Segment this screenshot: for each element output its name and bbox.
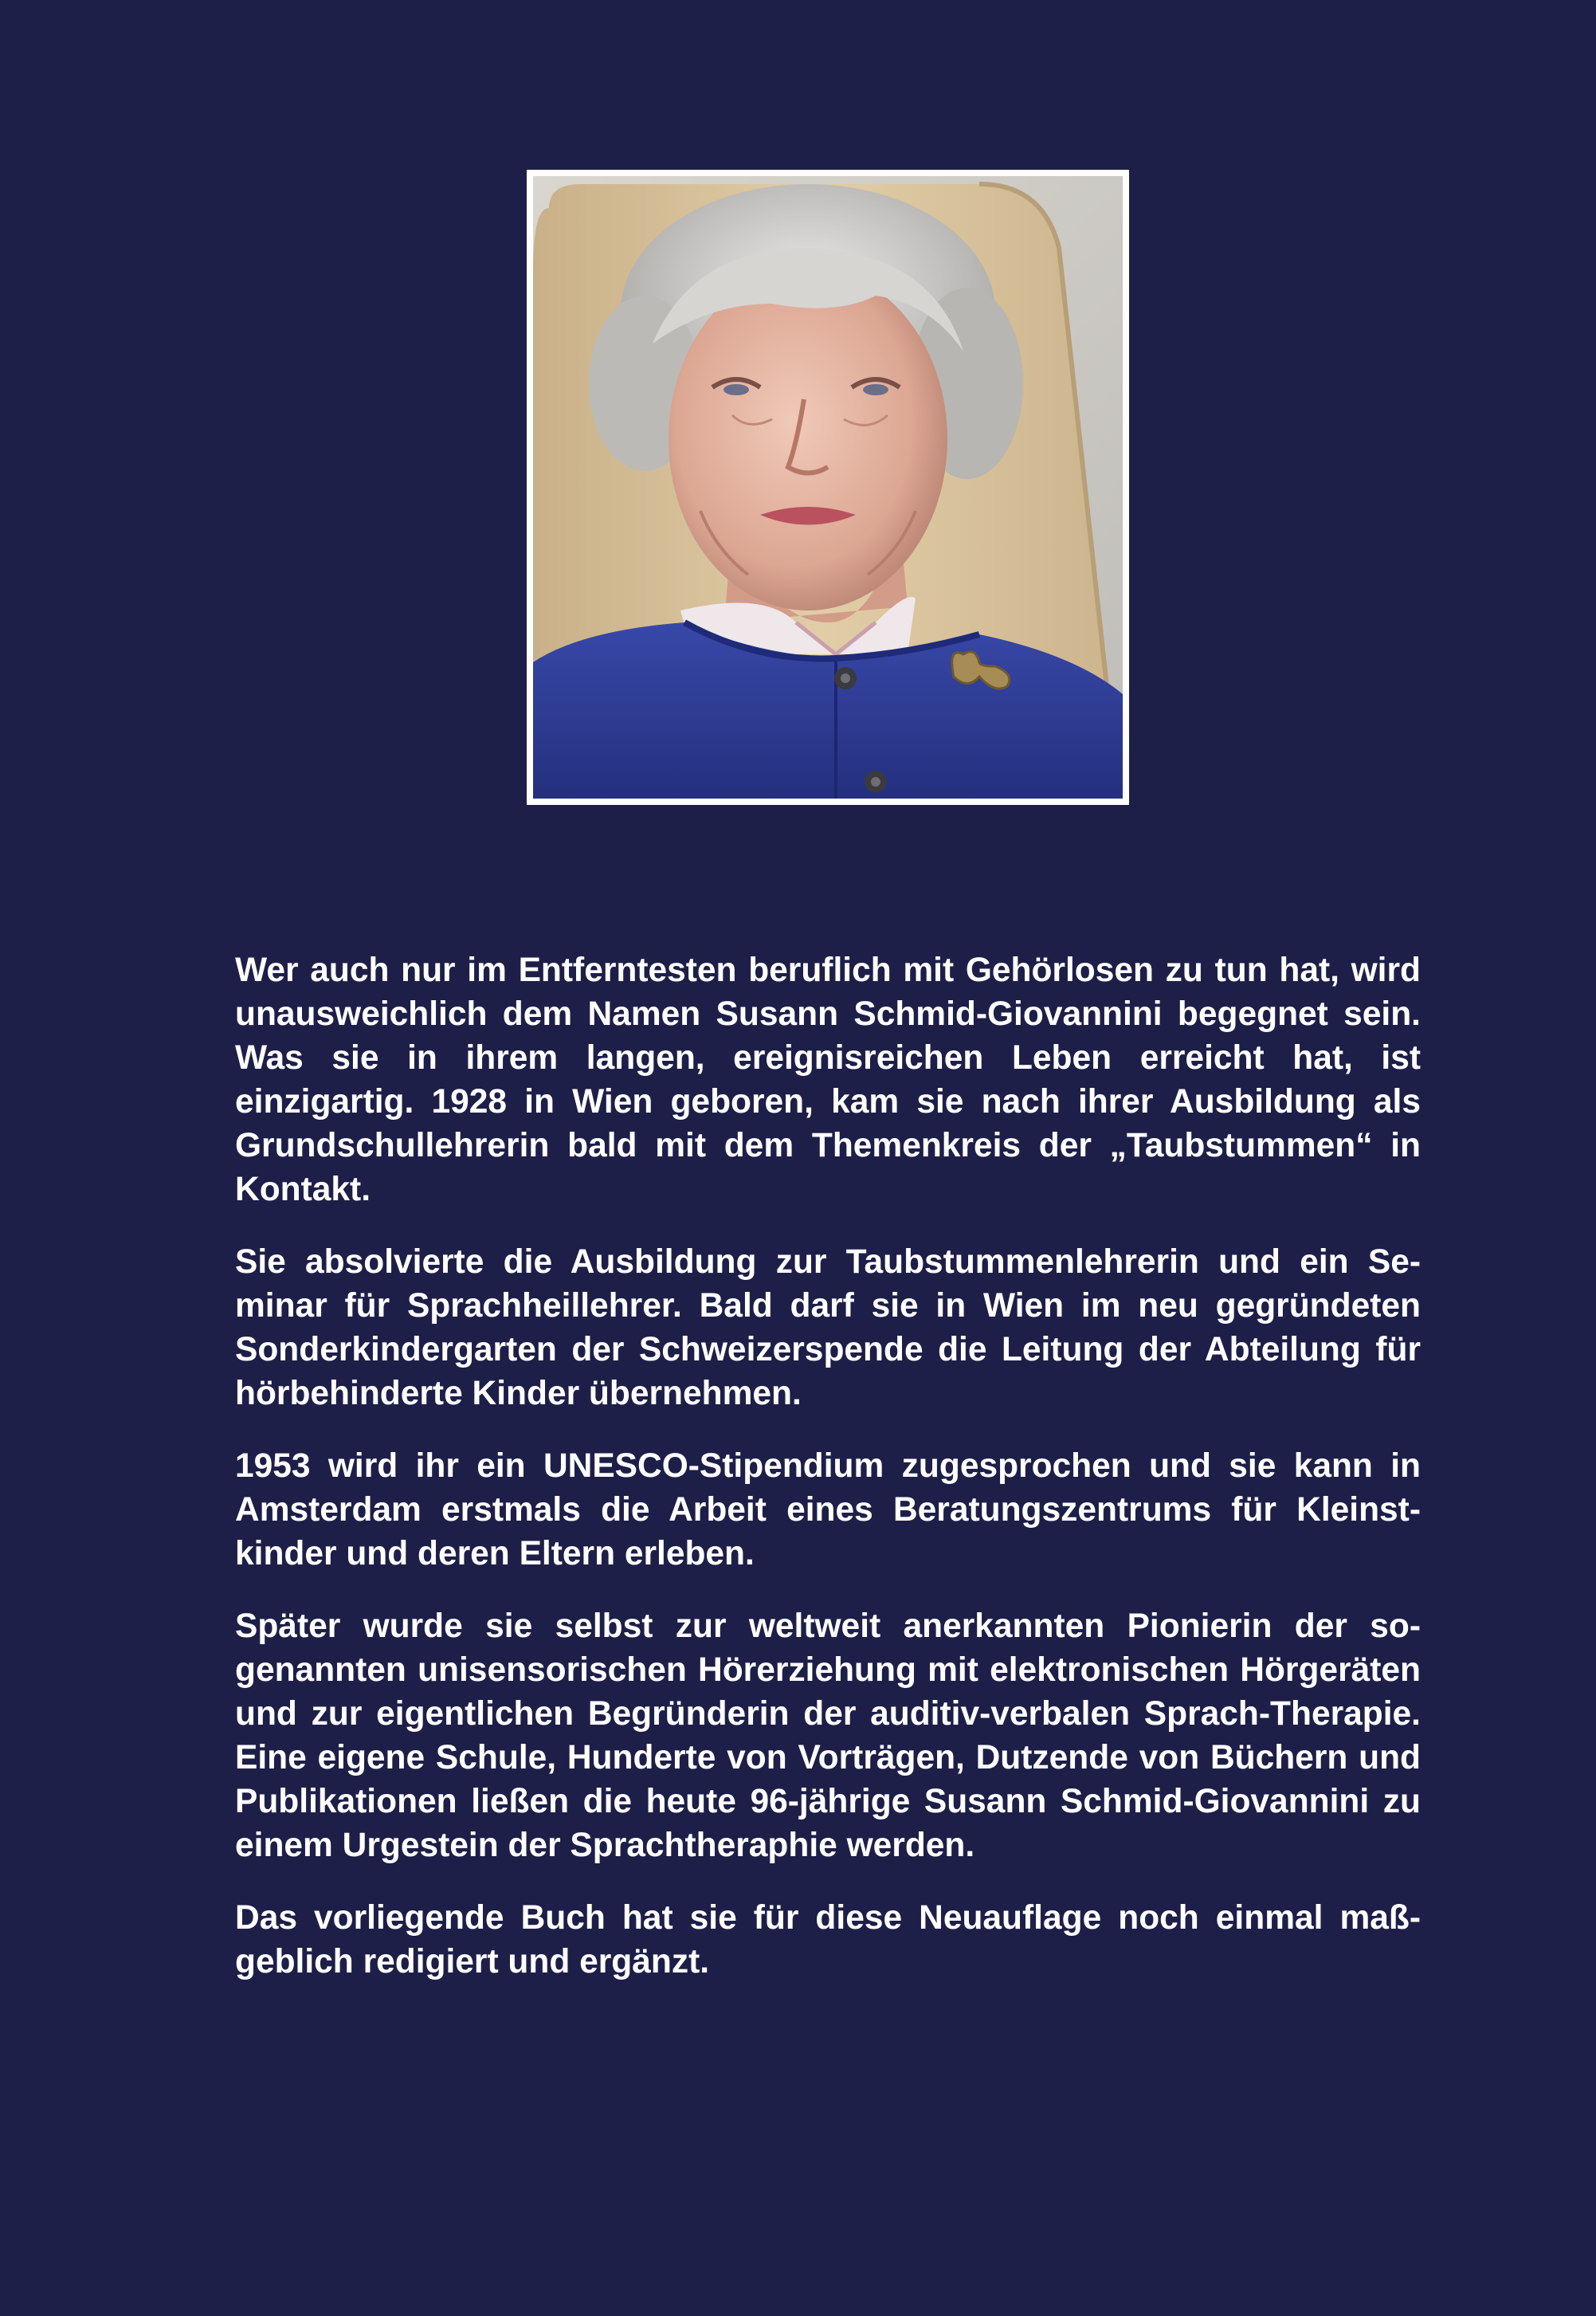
portrait-photo-frame xyxy=(527,170,1129,805)
paragraph-2: Sie absolvierte die Ausbildung zur Taubstummenlehrerin und ein Seminar für Sprachheillehrer. Bald darf sie in Wien im neu gegründeten Sonderkindergarten der Schweizerspende die Leitung der Abteilung für hörbehinderte Kinder übernehmen. xyxy=(235,1243,1421,1412)
portrait-photo xyxy=(533,176,1123,799)
paragraph-4: Später wurde sie selbst zur weltweit anerkannten Pionierin der sogenannten unisensorischen Hörerziehung mit elektronischen Hörgeräten und zur eigentlichen Begründerin der auditiv-verbalen Sprach-Therapie. Eine eigene Schule, Hunderte von Vorträgen, Dutzende von Büchern und Publikationen ließen die heute 96-jährige Susann Schmid-Giovannini zu einem Urgestein der Sprachtheraphie werden. xyxy=(235,1607,1421,1864)
paragraph-3: 1953 wird ihr ein UNESCO-Stipendium zugesprochen und sie kann in Amsterdam erstmals die Arbeit eines Beratungszentrums für Kleinstkinder und deren Eltern erleben. xyxy=(235,1447,1421,1572)
paragraph-1: Wer auch nur im Entferntesten beruflich mit Gehörlosen zu tun hat, wird unausweichlich dem Namen Susann Schmid-Giovannini begegnet sein. Was sie in ihrem langen, ereignisreichen Leben erreicht hat, ist einzigartig. 1928 in Wien geboren, kam sie nach ihrer Ausbildung als Grundschullehrerin bald mit dem Themenkreis der „Taubstummen“ in Kontakt. xyxy=(235,952,1421,1208)
paragraph-5: Das vorliegende Buch hat sie für diese Neuauflage noch einmal maßgeblich redigiert und ergänzt. xyxy=(235,1899,1421,1980)
back-cover-text xyxy=(235,948,1421,2012)
